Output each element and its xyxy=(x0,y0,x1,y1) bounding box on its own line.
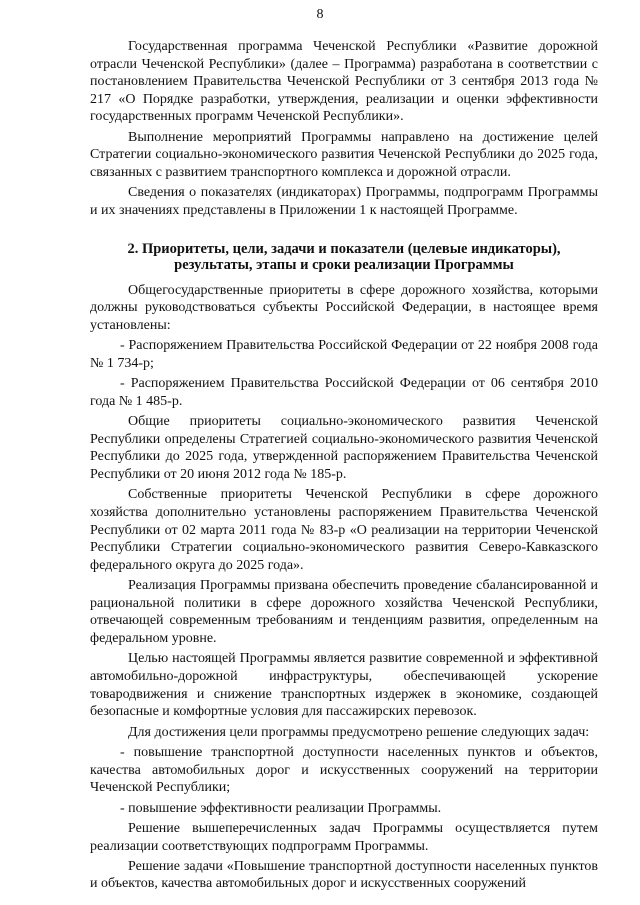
section-heading: 2. Приоритеты, цели, задачи и показатели (целевые индикаторы), результаты, этапы и сроки реализации Программы xyxy=(127,240,561,274)
paragraph: Реализация Программы призвана обеспечить проведение сбалансированной и рациональной политики в сфере дорожного хозяйства Чеченской Республики, отвечающей современным требованиям и тенденциям развития, определенным на федеральном уровне. xyxy=(90,578,598,646)
list-item: - Распоряжением Правительства Российской Федерации от 22 ноября 2008 года № 1 734-р; xyxy=(90,338,598,371)
paragraph: Сведения о показателях (индикаторах) Программы, подпрограмм Программы и их значениях представлены в Приложении 1 к настоящей Программе. xyxy=(90,185,598,218)
paragraph: Государственная программа Чеченской Республики «Развитие дорожной отрасли Чеченской Республики» (далее – Программа) разработана в соответствии с постановлением Правительства Чеченской Республики от 3 сентября 2013 года № 217 «О Порядке разработки, утверждения, реализации и оценки эффективности государственных программ Чеченской Республики». xyxy=(90,39,598,125)
paragraph: Для достижения цели программы предусмотрено решение следующих задач: xyxy=(128,724,590,740)
paragraph: Выполнение мероприятий Программы направлено на достижение целей Стратегии социально-экономического развития Чеченской Республики до 2025 года, связанных с развитием транспортного комплекса и дорожной отрасли. xyxy=(90,129,598,180)
list-item: - Распоряжением Правительства Российской Федерации от 06 сентября 2010 года № 1 485-р. xyxy=(90,376,598,409)
list-item: - повышение эффективности реализации Программы. xyxy=(120,800,442,816)
document-body xyxy=(90,38,598,893)
paragraph: Решение задачи «Повышение транспортной доступности населенных пунктов и объектов, качества автомобильных дорог и искусственных сооружений xyxy=(90,858,598,892)
paragraph: Общегосударственные приоритеты в сфере дорожного хозяйства, которыми должны руководствоваться субъекты Российской Федерации, в настоящее время установлены: xyxy=(90,282,598,333)
paragraph: Целью настоящей Программы является развитие современной и эффективной автомобильно-дорожной инфраструктуры, обеспечивающей ускорение товародвижения и снижение транспортных издержек в экономике, создающей безопасные и комфортные условия для пассажирских перевозок. xyxy=(90,651,598,720)
list-item: - повышение транспортной доступности населенных пунктов и объектов, качества автомобильных дорог и искусственных сооружений на территории Чеченской Республики; xyxy=(90,744,598,796)
page-number: 8 xyxy=(316,7,324,22)
paragraph: Общие приоритеты социально-экономического развития Чеченской Республики определены Стратегией социально-экономического развития Чеченской Республики до 2025 года, утвержденной распоряжением Правительства Чеченской Республики от 20 июня 2012 года № 185-р. xyxy=(90,414,598,483)
paragraph: Решение вышеперечисленных задач Программы осуществляется путем реализации соответствующих подпрограмм Программы. xyxy=(90,820,598,854)
paragraph: Собственные приоритеты Чеченской Республики в сфере дорожного хозяйства дополнительно установлены распоряжением Правительства Чеченской Республики от 02 марта 2011 года № 83-р «О реализации на территории Чеченской Республики Стратегии социально-экономического развития Северо-Кавказского федерального округа до 2025 года». xyxy=(90,487,598,573)
